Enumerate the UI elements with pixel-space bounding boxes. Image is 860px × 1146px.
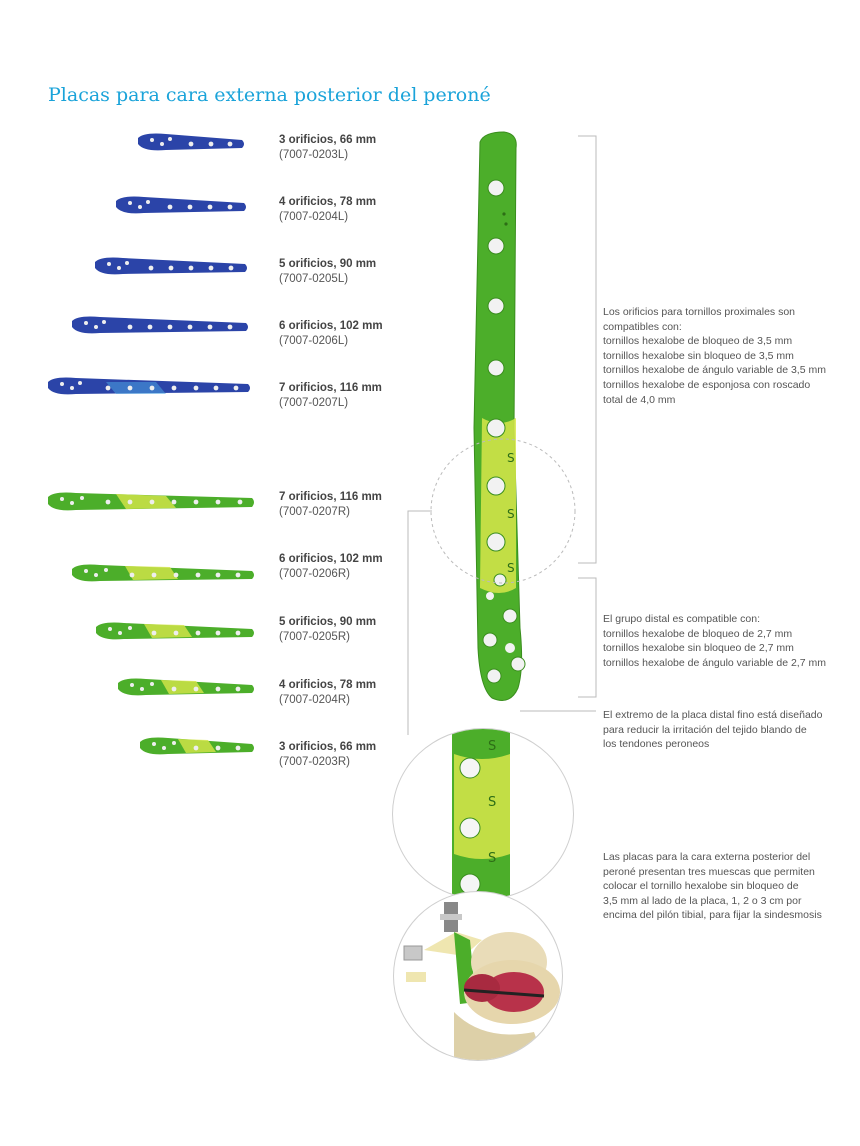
zoom-notch-mark-2: S <box>488 795 497 810</box>
page-title: Placas para cara externa posterior del peroné <box>48 84 491 106</box>
note-distal-group <box>603 612 843 670</box>
plate-name: 3 orificios, 66 mm <box>279 741 377 753</box>
note-distal-tip <box>603 708 843 752</box>
note-line: colocar el tornillo hexalobe sin bloqueo de <box>603 880 799 893</box>
note-line: peroné presentan tres muescas que permiten <box>603 865 815 878</box>
notch-mark-2: S <box>507 507 515 521</box>
plate-name: 4 orificios, 78 mm <box>279 679 377 691</box>
plate-name: 7 orificios, 116 mm <box>279 382 382 394</box>
note-line: El grupo distal es compatible con: <box>603 613 761 625</box>
plate-code: (7007-0206R) <box>279 568 350 580</box>
note-notches <box>603 850 843 923</box>
note-line: encima del pilón tibial, para fijar la sindesmosis <box>603 909 822 922</box>
note-line: tornillos hexalobe de bloqueo de 3,5 mm <box>603 335 793 348</box>
zoom-notch-circle <box>392 728 574 900</box>
syndesmosis-illustration-circle <box>393 891 563 1061</box>
note-line: los tendones peroneos <box>603 738 710 751</box>
zoomed-plate-illustration <box>448 728 518 900</box>
note-proximal-holes <box>603 305 843 407</box>
note-line: El extremo de la placa distal fino está diseñado <box>603 709 823 721</box>
note-line: Los orificios para tornillos proximales son <box>603 306 795 318</box>
plate-name: 7 orificios, 116 mm <box>279 491 382 503</box>
plate-name: 5 orificios, 90 mm <box>279 258 377 270</box>
bone-screw-illustration <box>394 892 562 1060</box>
plate-code: (7007-0203R) <box>279 756 350 768</box>
notch-mark-3: S <box>507 561 515 575</box>
plate-name: 6 orificios, 102 mm <box>279 320 383 332</box>
notch-mark-1: S <box>507 451 515 465</box>
note-line: tornillos hexalobe de ángulo variable de 3,5 mm <box>603 364 826 377</box>
plate-code: (7007-0204R) <box>279 694 350 706</box>
note-line: para reducir la irritación del tejido blando de <box>603 723 807 736</box>
plate-code: (7007-0204L) <box>279 211 349 223</box>
note-line: tornillos hexalobe sin bloqueo de 2,7 mm <box>603 642 794 655</box>
note-line: tornillos hexalobe de esponjosa con roscado <box>603 378 811 391</box>
note-line: total de 4,0 mm <box>603 393 676 406</box>
note-line: tornillos hexalobe de bloqueo de 2,7 mm <box>603 627 793 640</box>
plate-code: (7007-0205L) <box>279 273 349 285</box>
plate-code: (7007-0207L) <box>279 397 349 409</box>
plate-name: 5 orificios, 90 mm <box>279 616 377 628</box>
note-line: Las placas para la cara externa posterior del <box>603 851 811 863</box>
note-line: 3,5 mm al lado de la placa, 1, 2 o 3 cm por <box>603 894 802 907</box>
plate-name: 3 orificios, 66 mm <box>279 134 377 146</box>
note-line: compatibles con: <box>603 320 682 333</box>
plate-code: (7007-0203L) <box>279 149 349 161</box>
plate-name: 4 orificios, 78 mm <box>279 196 377 208</box>
zoom-notch-mark-3: S <box>488 851 497 866</box>
zoom-notch-mark-1: S <box>488 739 497 754</box>
note-line: tornillos hexalobe de ángulo variable de 2,7 mm <box>603 656 826 669</box>
plate-code: (7007-0207R) <box>279 506 350 518</box>
note-line: tornillos hexalobe sin bloqueo de 3,5 mm <box>603 349 794 362</box>
plate-code: (7007-0205R) <box>279 631 350 643</box>
plate-name: 6 orificios, 102 mm <box>279 553 383 565</box>
plate-code: (7007-0206L) <box>279 335 349 347</box>
